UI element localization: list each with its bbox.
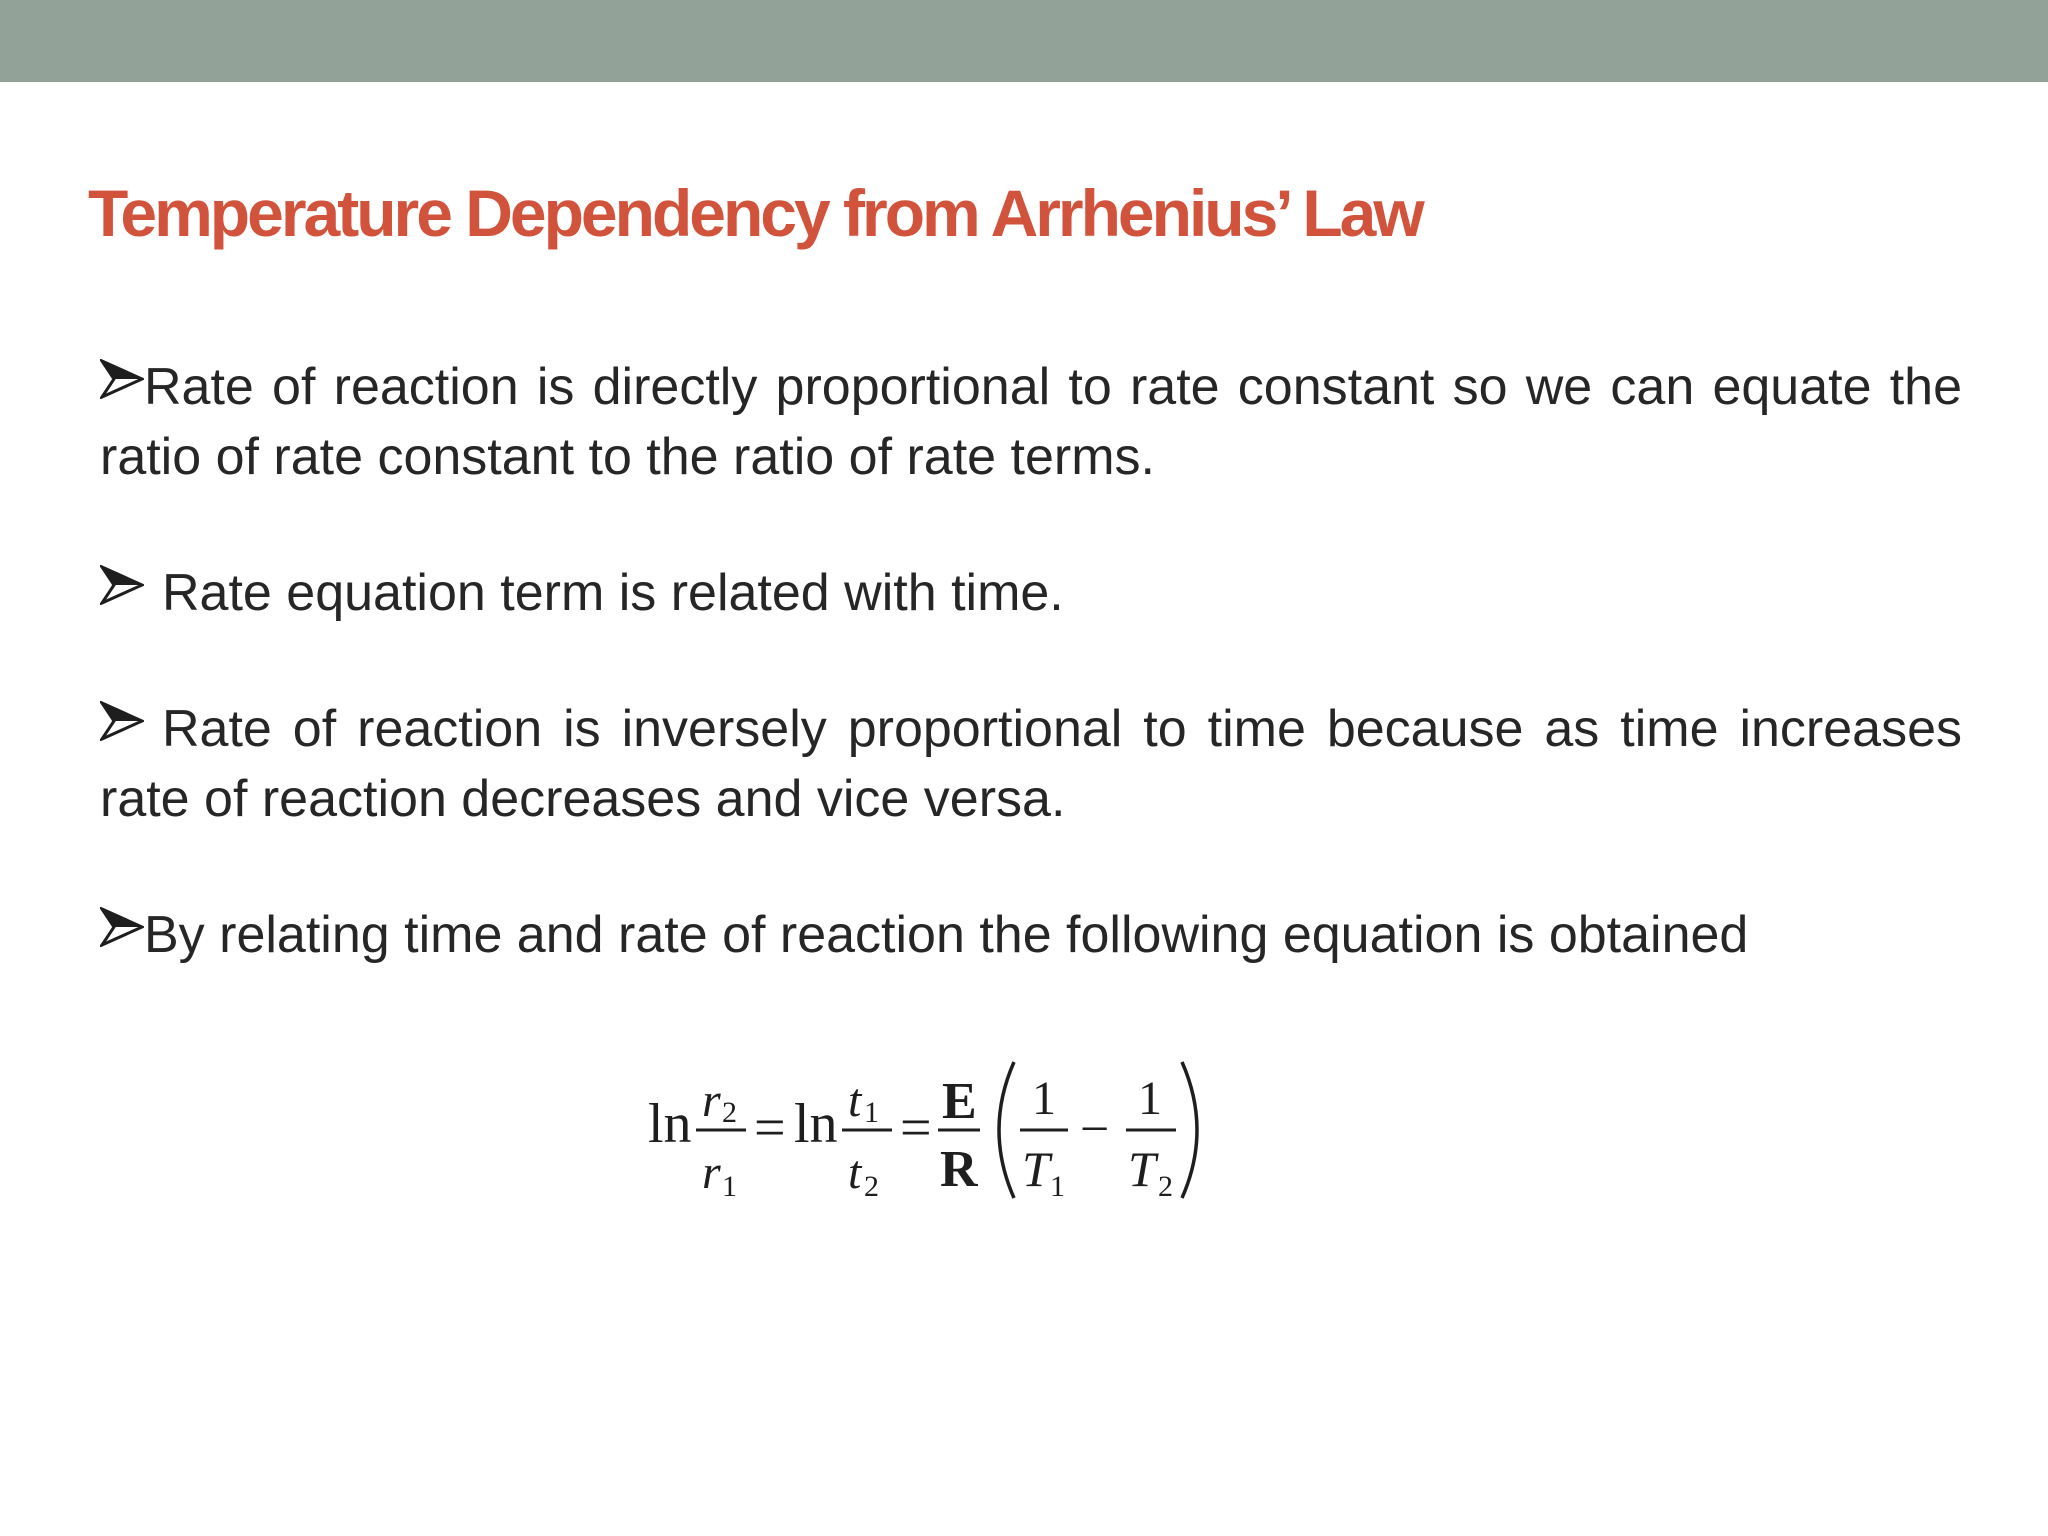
bullet-text: Rate of reaction is inversely proportional to time because as time increases rate of reaction decreases and vice versa. (100, 700, 1962, 828)
formula-equals-2: = (900, 1097, 932, 1159)
arrowhead-bullet-icon (100, 359, 144, 399)
formula-T1-sub: 1 (1050, 1170, 1065, 1203)
bullet-item (100, 694, 1962, 834)
bullet-item (100, 900, 1962, 970)
formula-r2: r (702, 1074, 721, 1127)
formula-minus: − (1080, 1101, 1110, 1158)
right-parenthesis (1182, 1062, 1197, 1198)
formula-E: E (942, 1073, 977, 1130)
formula-T2: T (1128, 1141, 1156, 1197)
formula-r1-sub: 1 (722, 1170, 737, 1203)
formula-equals-1: = (754, 1097, 786, 1159)
arrowhead-bullet-icon (100, 907, 144, 947)
formula-ln-1: ln (648, 1093, 692, 1155)
formula-T1: T (1022, 1141, 1050, 1197)
formula-t2: t (848, 1146, 862, 1199)
bullet-item (100, 558, 1962, 628)
arrhenius-equation (648, 1046, 1208, 1216)
formula-t1: t (848, 1074, 862, 1127)
slide-title: Temperature Dependency from Arrhenius’ Law (88, 176, 1422, 250)
arrowhead-bullet-icon (100, 565, 144, 605)
formula-T2-sub: 2 (1158, 1170, 1173, 1203)
formula-t2-sub: 2 (864, 1170, 879, 1203)
formula-r1: r (702, 1146, 721, 1199)
bullet-text: By relating time and rate of reaction the following equation is obtained (144, 906, 1749, 964)
bullet-list (100, 352, 1962, 1036)
bullet-text: Rate of reaction is directly proportional to rate constant so we can equate the ratio of rate constant to the ratio of rate terms. (100, 358, 1962, 486)
bullet-item (100, 352, 1962, 492)
bullet-text: Rate equation term is related with time. (162, 564, 1064, 622)
top-accent-bar (0, 0, 2048, 82)
formula-R: R (940, 1141, 978, 1198)
formula-ln-2: ln (794, 1093, 838, 1155)
formula-r2-sub: 2 (722, 1096, 737, 1129)
arrowhead-bullet-icon (100, 701, 144, 741)
formula-one-a: 1 (1032, 1072, 1056, 1125)
formula-one-b: 1 (1138, 1072, 1162, 1125)
left-parenthesis (999, 1062, 1014, 1198)
formula-t1-sub: 1 (864, 1096, 879, 1129)
